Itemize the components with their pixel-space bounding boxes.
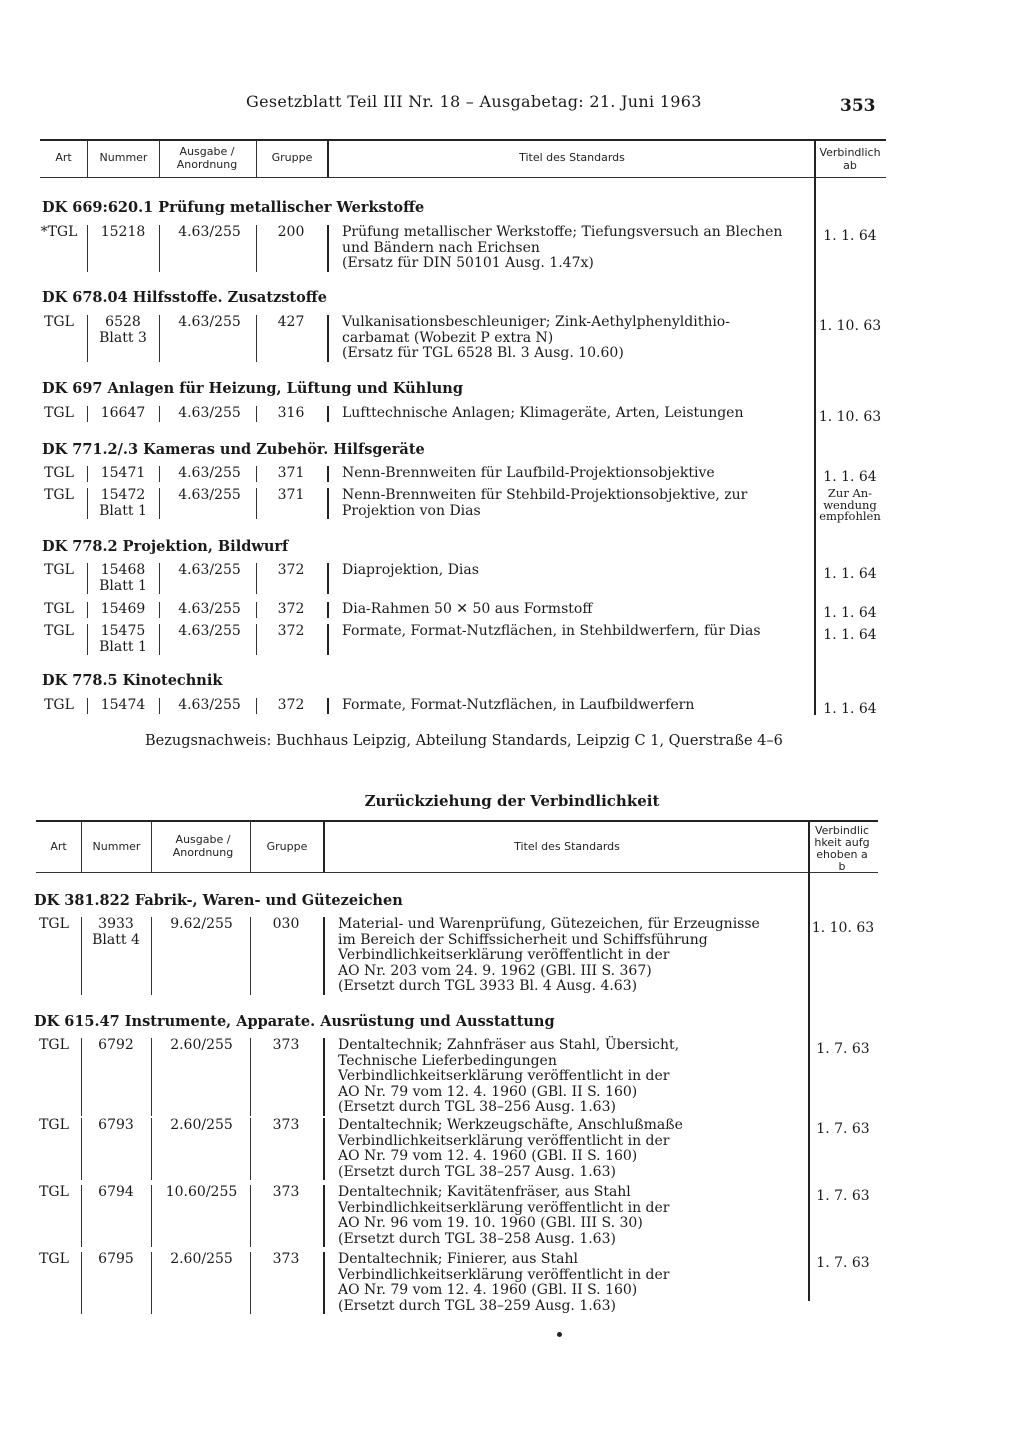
col-header-gruppe: Gruppe <box>266 840 308 853</box>
row-divider <box>256 466 257 482</box>
cell-titel: und Bändern nach Erichsen <box>342 239 540 256</box>
cell-titel: Verbindlichkeitserklärung veröffentlicht in der <box>338 1199 670 1216</box>
row-divider <box>250 1038 251 1116</box>
table2-top-rule <box>36 820 878 822</box>
cell-nummer: 6793 <box>98 1117 134 1133</box>
cell-ausgabe: 4.63/255 <box>178 405 241 421</box>
row-divider <box>323 1252 325 1314</box>
cell-ausgabe: 4.63/255 <box>178 314 241 330</box>
cell-ausgabe: 4.63/255 <box>178 465 241 481</box>
row-divider <box>250 1185 251 1247</box>
cell-titel: Formate, Format-Nutzflächen, in Stehbildwerfern, für Dias <box>342 623 761 639</box>
cell-titel: (Ersetzt durch TGL 38–259 Ausg. 1.63) <box>338 1297 616 1314</box>
table1-header-rule <box>40 177 886 178</box>
row-divider <box>87 225 88 272</box>
cell-verbindlich: Zur An- <box>827 486 873 500</box>
cell-art: TGL <box>44 697 74 713</box>
row-divider <box>327 698 329 714</box>
section-heading: DK 615.47 Instrumente, Apparate. Ausrüstung und Ausstattung <box>34 1013 555 1030</box>
cell-titel: Prüfung metallischer Werkstoffe; Tiefungsversuch an Blechen <box>342 224 783 240</box>
cell-verbindlich: wendung <box>823 497 877 512</box>
col-divider <box>327 140 329 177</box>
col-divider <box>151 821 152 872</box>
row-divider <box>250 1118 251 1180</box>
row-divider <box>327 624 329 655</box>
row-divider <box>151 1185 152 1247</box>
row-divider <box>81 917 82 995</box>
row-divider <box>159 406 160 422</box>
table1-top-rule <box>40 139 886 141</box>
row-divider <box>159 624 160 655</box>
row-divider <box>323 917 325 995</box>
col-header-titel: Titel des Standards <box>519 151 625 164</box>
cell-nummer: 15475 <box>100 623 146 639</box>
cell-titel: Nenn-Brennweiten für Stehbild-Projektionsobjektive, zur <box>342 487 748 503</box>
col-header-nummer: Nummer <box>99 151 148 164</box>
cell-gruppe: 372 <box>277 623 305 639</box>
row-divider <box>87 602 88 618</box>
cell-gruppe: 030 <box>272 916 300 932</box>
cell-nummer: Blatt 1 <box>99 577 147 594</box>
cell-art: TGL <box>44 405 74 421</box>
cell-titel: Lufttechnische Anlagen; Klimageräte, Arten, Leistungen <box>342 405 744 421</box>
col-divider <box>323 821 325 872</box>
row-divider <box>327 488 329 519</box>
row-divider <box>81 1185 82 1247</box>
cell-titel: Nenn-Brennweiten für Laufbild-Projektionsobjektive <box>342 465 715 481</box>
cell-titel: Verbindlichkeitserklärung veröffentlicht in der <box>338 1266 670 1283</box>
row-divider <box>87 698 88 714</box>
cell-nummer: Blatt 4 <box>92 931 140 948</box>
cell-gruppe: 200 <box>277 224 305 240</box>
col-header-gruppe: Gruppe <box>271 151 313 164</box>
cell-art: TGL <box>44 601 74 617</box>
cell-titel: im Bereich der Schiffssicherheit und Schiffsführung <box>338 931 708 948</box>
cell-art: TGL <box>44 314 74 330</box>
cell-verbindlich: 1. 1. 64 <box>823 627 877 643</box>
row-divider <box>327 563 329 594</box>
cell-nummer: Blatt 3 <box>99 329 147 346</box>
cell-ausgabe: 2.60/255 <box>170 1251 233 1267</box>
cell-titel: Vulkanisationsbeschleuniger; Zink-Aethylphenyldithio- <box>342 314 730 330</box>
row-divider <box>87 406 88 422</box>
cell-titel: Projektion von Dias <box>342 502 481 519</box>
row-divider <box>327 315 329 362</box>
cell-gruppe: 316 <box>277 405 305 421</box>
cell-titel: (Ersetzt durch TGL 3933 Bl. 4 Ausg. 4.63) <box>338 978 638 994</box>
row-divider <box>256 624 257 655</box>
cell-nummer: 3933 <box>98 916 134 932</box>
cell-art: TGL <box>39 1117 69 1133</box>
cell-nummer: Blatt 1 <box>99 502 147 519</box>
cell-titel: AO Nr. 79 vom 12. 4. 1960 (GBl. II S. 160) <box>338 1083 638 1100</box>
cell-titel: Dentaltechnik; Kavitätenfräser, aus Stahl <box>338 1184 631 1200</box>
cell-nummer: 6794 <box>98 1184 134 1200</box>
col-header-nummer: Nummer <box>92 840 141 853</box>
cell-titel: (Ersatz für TGL 6528 Bl. 3 Ausg. 10.60) <box>342 345 624 361</box>
cell-verbindlich: 1. 1. 64 <box>823 228 877 244</box>
cell-ausgabe: 2.60/255 <box>170 1117 233 1133</box>
col-header-ausgabe: Ausgabe / Anordnung <box>176 145 238 171</box>
cell-verbindlich: 1. 10. 63 <box>811 920 875 936</box>
cell-titel: Dentaltechnik; Finierer, aus Stahl <box>338 1251 578 1267</box>
col-header-verbindlich: Verbindlich ab <box>819 146 881 172</box>
row-divider <box>159 225 160 272</box>
cell-art: *TGL <box>40 224 78 240</box>
cell-ausgabe: 4.63/255 <box>178 623 241 639</box>
cell-art: TGL <box>39 1251 69 1267</box>
cell-titel: (Ersetzt durch TGL 38–256 Ausg. 1.63) <box>338 1099 616 1115</box>
cell-titel: carbamat (Wobezit P extra N) <box>342 329 554 346</box>
row-divider <box>323 1038 325 1116</box>
cell-titel: Verbindlichkeitserklärung veröffentlicht in der <box>338 1068 670 1084</box>
cell-nummer: 15468 <box>100 562 146 578</box>
cell-art: TGL <box>44 562 74 578</box>
cell-ausgabe: 4.63/255 <box>178 697 241 713</box>
section-heading: DK 778.2 Projektion, Bildwurf <box>42 538 289 555</box>
cell-titel: Diaprojektion, Dias <box>342 562 479 578</box>
cell-verbindlich: 1. 1. 64 <box>823 469 877 485</box>
cell-gruppe: 427 <box>277 314 305 330</box>
row-divider <box>327 602 329 618</box>
cell-titel: Material- und Warenprüfung, Gütezeichen, für Erzeugnisse <box>338 916 760 932</box>
cell-ausgabe: 10.60/255 <box>165 1184 238 1200</box>
row-divider <box>159 602 160 618</box>
col-divider <box>159 140 160 177</box>
cell-gruppe: 372 <box>277 601 305 617</box>
row-divider <box>256 698 257 714</box>
cell-verbindlich: 1. 1. 64 <box>823 701 877 717</box>
cell-verbindlich: 1. 10. 63 <box>818 318 882 334</box>
cell-art: TGL <box>44 623 74 639</box>
cell-gruppe: 373 <box>272 1251 300 1267</box>
withdrawal-section-title: Zurückziehung der Verbindlichkeit <box>364 792 660 810</box>
cell-nummer: Blatt 1 <box>99 638 147 655</box>
col-header-ausgabe: Ausgabe / Anordnung <box>172 833 234 859</box>
cell-nummer: 15471 <box>100 465 146 481</box>
cell-titel: Dentaltechnik; Werkzeugschäfte, Anschlußmaße <box>338 1117 683 1133</box>
row-divider <box>151 1252 152 1314</box>
cell-titel: Verbindlichkeitserklärung veröffentlicht in der <box>338 947 670 963</box>
cell-gruppe: 371 <box>277 465 305 481</box>
cell-titel: Technische Lieferbedingungen <box>338 1052 557 1069</box>
cell-gruppe: 373 <box>272 1184 300 1200</box>
reference-note: Bezugsnachweis: Buchhaus Leipzig, Abteilung Standards, Leipzig C 1, Querstraße 4–6 <box>145 733 783 749</box>
row-divider <box>81 1252 82 1314</box>
cell-titel: Formate, Format-Nutzflächen, in Laufbildwerfern <box>342 697 695 713</box>
row-divider <box>256 315 257 362</box>
row-divider <box>256 602 257 618</box>
cell-verbindlich: 1. 7. 63 <box>816 1041 870 1057</box>
row-divider <box>323 1118 325 1180</box>
cell-gruppe: 371 <box>277 487 305 503</box>
row-divider <box>159 698 160 714</box>
row-divider <box>327 225 329 272</box>
row-divider <box>159 466 160 482</box>
row-divider <box>256 225 257 272</box>
section-heading: DK 697 Anlagen für Heizung, Lüftung und Kühlung <box>42 380 463 397</box>
cell-verbindlich: 1. 1. 64 <box>823 566 877 582</box>
row-divider <box>327 466 329 482</box>
cell-ausgabe: 9.62/255 <box>170 916 233 932</box>
section-heading: DK 678.04 Hilfsstoffe. Zusatzstoffe <box>42 289 327 306</box>
cell-titel: Verbindlichkeitserklärung veröffentlicht in der <box>338 1132 670 1149</box>
row-divider <box>151 1038 152 1116</box>
col-header-art: Art <box>50 840 67 853</box>
cell-gruppe: 373 <box>272 1117 300 1133</box>
row-divider <box>87 488 88 519</box>
cell-art: TGL <box>39 916 69 932</box>
cell-verbindlich: empfohlen <box>819 509 881 523</box>
row-divider <box>159 563 160 594</box>
cell-titel: AO Nr. 79 vom 12. 4. 1960 (GBl. II S. 160) <box>338 1148 638 1164</box>
cell-verbindlich: 1. 7. 63 <box>816 1121 870 1137</box>
cell-ausgabe: 4.63/255 <box>178 487 241 503</box>
cell-titel: Dia-Rahmen 50 ✕ 50 aus Formstoff <box>342 601 593 617</box>
cell-ausgabe: 4.63/255 <box>178 224 241 240</box>
cell-nummer: 6528 <box>105 314 141 330</box>
col-header-art: Art <box>55 151 72 164</box>
section-heading: DK 669:620.1 Prüfung metallischer Werkstoffe <box>42 199 425 216</box>
cell-nummer: 6795 <box>98 1251 134 1267</box>
row-divider <box>256 563 257 594</box>
cell-titel: Dentaltechnik; Zahnfräser aus Stahl, Übersicht, <box>338 1037 680 1053</box>
row-divider <box>323 1185 325 1247</box>
cell-titel: AO Nr. 96 vom 19. 10. 1960 (GBl. III S. 30) <box>338 1215 643 1231</box>
page-number: 353 <box>840 96 876 116</box>
row-divider <box>87 563 88 594</box>
row-divider <box>87 315 88 362</box>
cell-verbindlich: 1. 7. 63 <box>816 1188 870 1204</box>
cell-titel: AO Nr. 203 vom 24. 9. 1962 (GBl. III S. 367) <box>338 962 652 979</box>
print-speck <box>557 1332 562 1337</box>
page-header-title: Gesetzblatt Teil III Nr. 18 – Ausgabetag: 21. Juni 1963 <box>246 92 702 111</box>
section-heading: DK 771.2/.3 Kameras und Zubehör. Hilfsgeräte <box>42 441 425 458</box>
col-divider-right <box>808 821 810 1301</box>
col-header-titel: Titel des Standards <box>514 840 620 853</box>
cell-art: TGL <box>44 465 74 481</box>
cell-verbindlich: 1. 7. 63 <box>816 1255 870 1271</box>
cell-verbindlich: 1. 10. 63 <box>818 409 882 425</box>
row-divider <box>87 624 88 655</box>
cell-gruppe: 372 <box>277 697 305 713</box>
col-header-aufgehoben: Verbindlichkeit aufgehoben ab <box>814 824 870 873</box>
cell-verbindlich: 1. 1. 64 <box>823 605 877 621</box>
cell-art: TGL <box>39 1037 69 1053</box>
cell-nummer: 15474 <box>100 697 146 713</box>
cell-titel: (Ersetzt durch TGL 38–258 Ausg. 1.63) <box>338 1230 616 1247</box>
cell-ausgabe: 4.63/255 <box>178 562 241 578</box>
cell-nummer: 15472 <box>100 487 146 503</box>
row-divider <box>159 315 160 362</box>
cell-art: TGL <box>44 487 74 503</box>
row-divider <box>87 466 88 482</box>
cell-ausgabe: 4.63/255 <box>178 601 241 617</box>
row-divider <box>327 406 329 422</box>
cell-nummer: 15218 <box>100 224 146 240</box>
section-heading: DK 778.5 Kinotechnik <box>42 672 223 689</box>
cell-titel: (Ersetzt durch TGL 38–257 Ausg. 1.63) <box>338 1163 616 1180</box>
cell-gruppe: 373 <box>272 1037 300 1053</box>
cell-titel: AO Nr. 79 vom 12. 4. 1960 (GBl. II S. 160) <box>338 1282 638 1298</box>
row-divider <box>250 917 251 995</box>
cell-nummer: 15469 <box>100 601 146 617</box>
section-heading: DK 381.822 Fabrik-, Waren- und Gütezeichen <box>34 892 403 909</box>
row-divider <box>151 917 152 995</box>
cell-nummer: 16647 <box>100 405 146 421</box>
cell-art: TGL <box>39 1184 69 1200</box>
row-divider <box>256 406 257 422</box>
cell-titel: (Ersatz für DIN 50101 Ausg. 1.47x) <box>342 255 594 271</box>
row-divider <box>151 1118 152 1180</box>
row-divider <box>81 1038 82 1116</box>
cell-ausgabe: 2.60/255 <box>170 1037 233 1053</box>
row-divider <box>250 1252 251 1314</box>
row-divider <box>159 488 160 519</box>
row-divider <box>256 488 257 519</box>
table2-header-rule <box>36 872 878 873</box>
cell-gruppe: 372 <box>277 562 305 578</box>
cell-nummer: 6792 <box>98 1037 134 1053</box>
row-divider <box>81 1118 82 1180</box>
